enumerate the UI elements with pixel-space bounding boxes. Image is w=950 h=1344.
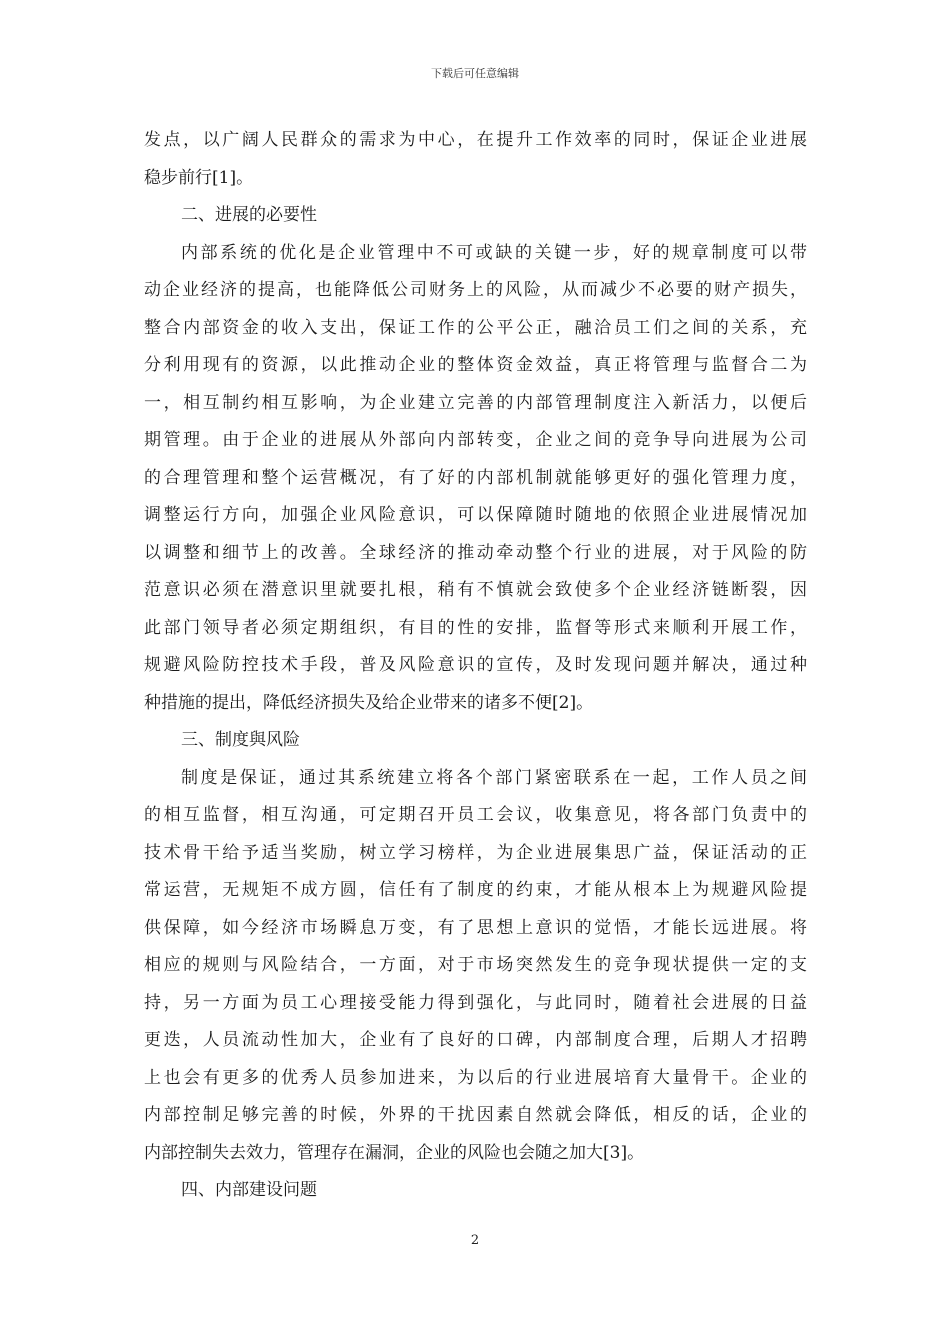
text-line: 动企业经济的提高，也能降低公司财务上的风险，从而减少不必要的财产损失， — [144, 280, 807, 300]
text-line: 以调整和细节上的改善。全球经济的推动牵动整个行业的进展，对于风险的防 — [144, 542, 807, 563]
text-line: 整合内部资金的收入支出，保证工作的公平公正，融洽员工们之间的关系，充 — [144, 317, 807, 338]
text-line: 规避风险防控技术手段，普及风险意识的宣传，及时发现问题并解决，通过种 — [144, 655, 807, 675]
text-line: 内部控制足够完善的时候，外界的干扰因素自然就会降低，相反的话，企业的 — [144, 1105, 807, 1125]
text-line: 分利用现有的资源，以此推动企业的整体资金效益，真正将管理与监督合二为 — [144, 355, 807, 375]
text-line: 调整运行方向，加强企业风险意识，可以保障随时随地的依照企业进展情况加 — [144, 505, 807, 525]
text-line: 的相互监督，相互沟通，可定期召开员工会议，收集意见，将各部门负责中的 — [144, 805, 807, 825]
text-line: 内部控制失去效力，管理存在漏洞，企业的风险也会随之加大[3]。 — [144, 1142, 645, 1163]
text-line: 期管理。由于企业的进展从外部向内部转变，企业之间的竞争导向进展为公司 — [144, 430, 807, 450]
text-line: 上也会有更多的优秀人员参加进来，为以后的行业进展培育大量骨干。企业的 — [144, 1067, 807, 1088]
text-line: 的合理管理和整个运营概况，有了好的内部机制就能够更好的强化管理力度， — [144, 467, 807, 488]
paragraph-continuation — [144, 122, 807, 197]
text-line: 供保障，如今经济市场瞬息万变，有了思想上意识的觉悟，才能长远进展。将 — [144, 917, 807, 938]
section-heading-system-risk: 三、制度與风险 — [181, 730, 300, 750]
section-heading-necessity: 二、进展的必要性 — [181, 205, 317, 225]
paragraph-necessity — [144, 235, 807, 723]
text-line: 一，相互制约相互影响，为企业建立完善的内部管理制度注入新活力，以便后 — [144, 392, 807, 413]
page-header: 下载后可任意编辑 — [431, 67, 519, 80]
text-line: 制度是保证，通过其系统建立将各个部门紧密联系在一起，工作人员之间 — [181, 767, 807, 788]
text-line: 范意识必须在潜意识里就要扎根，稍有不慎就会致使多个企业经济链断裂，因 — [144, 580, 807, 600]
text-line: 稳步前行[1]。 — [144, 167, 254, 188]
text-line: 内部系统的优化是企业管理中不可或缺的关键一步，好的规章制度可以带 — [181, 242, 807, 263]
text-line: 发点，以广阔人民群众的需求为中心，在提升工作效率的同时，保证企业进展 — [144, 130, 807, 150]
text-line: 种措施的提出，降低经济损失及给企业带来的诸多不便[2]。 — [144, 692, 594, 713]
text-line: 技术骨干给予适当奖励，树立学习榜样，为企业进展集思广益，保证活动的正 — [144, 842, 807, 863]
document-body — [144, 122, 807, 1210]
text-line: 常运营，无规矩不成方圆，信任有了制度的约束，才能从根本上为规避风险提 — [144, 880, 807, 900]
paragraph-system-risk — [144, 760, 807, 1173]
text-line: 持，另一方面为员工心理接受能力得到强化，与此同时，随着社会进展的日益 — [144, 992, 807, 1013]
section-heading-internal-construction: 四、内部建设问题 — [181, 1180, 317, 1200]
page-number: 2 — [470, 1233, 480, 1248]
text-line: 相应的规则与风险结合，一方面，对于市场突然发生的竞争现状提供一定的支 — [144, 955, 807, 975]
text-line: 此部门领导者必须定期组织，有目的性的安排，监督等形式来顺利开展工作， — [144, 617, 807, 638]
text-line: 更迭，人员流动性加大，企业有了良好的口碑，内部制度合理，后期人才招聘 — [144, 1030, 807, 1050]
